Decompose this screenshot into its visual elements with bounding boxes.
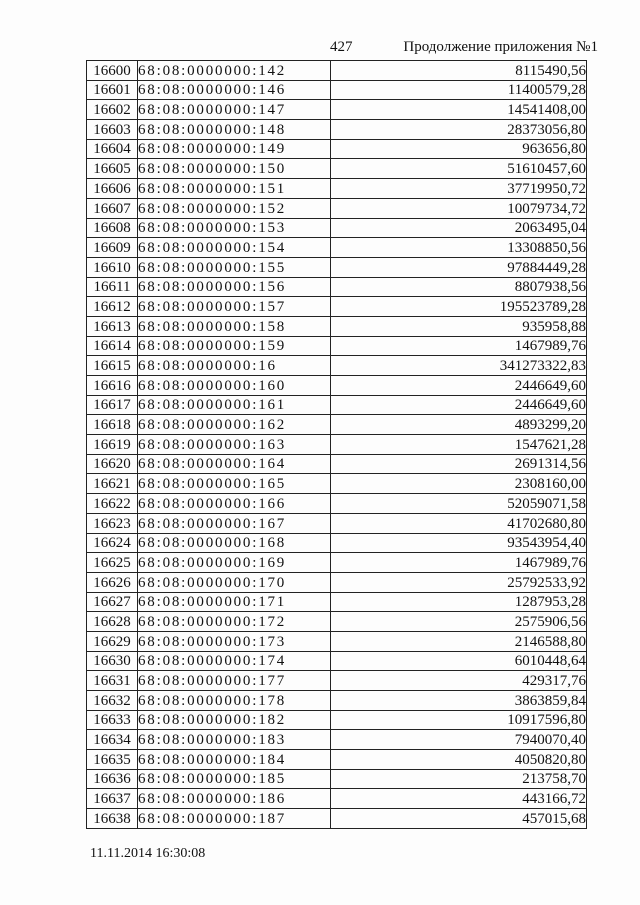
cadastral-number-cell: 68:08:0000000:147 <box>138 100 331 120</box>
row-number-cell: 16605 <box>87 159 138 179</box>
cadastral-value-cell: 7940070,40 <box>331 730 587 750</box>
cadastral-value-cell: 97884449,28 <box>331 257 587 277</box>
cadastral-value-cell: 1287953,28 <box>331 592 587 612</box>
cadastral-number-cell: 68:08:0000000:178 <box>138 691 331 711</box>
cadastral-value-cell: 2691314,56 <box>331 454 587 474</box>
table-row <box>87 750 587 770</box>
cadastral-number-cell: 68:08:0000000:185 <box>138 769 331 789</box>
table-row <box>87 435 587 455</box>
row-number-cell: 16628 <box>87 612 138 632</box>
cadastral-value-cell: 935958,88 <box>331 316 587 336</box>
table-row <box>87 238 587 258</box>
cadastral-number-cell: 68:08:0000000:153 <box>138 218 331 238</box>
row-number-cell: 16636 <box>87 769 138 789</box>
print-timestamp: 11.11.2014 16:30:08 <box>90 846 206 861</box>
cadastral-number-cell: 68:08:0000000:149 <box>138 139 331 159</box>
row-number-cell: 16633 <box>87 710 138 730</box>
cadastral-number-cell: 68:08:0000000:154 <box>138 238 331 258</box>
row-number-cell: 16613 <box>87 316 138 336</box>
cadastral-value-cell: 25792533,92 <box>331 572 587 592</box>
cadastral-number-cell: 68:08:0000000:164 <box>138 454 331 474</box>
row-number-cell: 16607 <box>87 198 138 218</box>
cadastral-value-cell: 2308160,00 <box>331 474 587 494</box>
row-number-cell: 16620 <box>87 454 138 474</box>
cadastral-value-cell: 1467989,76 <box>331 336 587 356</box>
cadastral-value-cell: 1467989,76 <box>331 553 587 573</box>
cadastral-value-cell: 341273322,83 <box>331 356 587 376</box>
table-row <box>87 277 587 297</box>
cadastral-number-cell: 68:08:0000000:161 <box>138 395 331 415</box>
cadastral-number-cell: 68:08:0000000:155 <box>138 257 331 277</box>
cadastral-value-cell: 10917596,80 <box>331 710 587 730</box>
row-number-cell: 16609 <box>87 238 138 258</box>
table-row <box>87 533 587 553</box>
cadastral-value-cell: 10079734,72 <box>331 198 587 218</box>
cadastral-value-cell: 2446649,60 <box>331 376 587 396</box>
cadastral-number-cell: 68:08:0000000:169 <box>138 553 331 573</box>
cadastral-number-cell: 68:08:0000000:157 <box>138 297 331 317</box>
row-number-cell: 16627 <box>87 592 138 612</box>
table-row <box>87 218 587 238</box>
cadastral-number-cell: 68:08:0000000:159 <box>138 336 331 356</box>
table-row <box>87 395 587 415</box>
row-number-cell: 16602 <box>87 100 138 120</box>
table-row <box>87 356 587 376</box>
cadastral-value-cell: 52059071,58 <box>331 494 587 514</box>
table-row <box>87 474 587 494</box>
cadastral-number-cell: 68:08:0000000:167 <box>138 513 331 533</box>
cadastral-number-cell: 68:08:0000000:165 <box>138 474 331 494</box>
cadastral-number-cell: 68:08:0000000:182 <box>138 710 331 730</box>
row-number-cell: 16638 <box>87 809 138 829</box>
row-number-cell: 16623 <box>87 513 138 533</box>
table-row <box>87 179 587 199</box>
row-number-cell: 16622 <box>87 494 138 514</box>
cadastral-number-cell: 68:08:0000000:142 <box>138 61 331 81</box>
row-number-cell: 16600 <box>87 61 138 81</box>
cadastral-number-cell: 68:08:0000000:160 <box>138 376 331 396</box>
cadastral-number-cell: 68:08:0000000:158 <box>138 316 331 336</box>
cadastral-value-cell: 93543954,40 <box>331 533 587 553</box>
row-number-cell: 16619 <box>87 435 138 455</box>
table-row <box>87 553 587 573</box>
table-row <box>87 454 587 474</box>
cadastral-number-cell: 68:08:0000000:184 <box>138 750 331 770</box>
row-number-cell: 16601 <box>87 80 138 100</box>
cadastral-number-cell: 68:08:0000000:150 <box>138 159 331 179</box>
table-row <box>87 671 587 691</box>
cadastral-number-cell: 68:08:0000000:183 <box>138 730 331 750</box>
cadastral-number-cell: 68:08:0000000:16 <box>138 356 331 376</box>
table-row <box>87 139 587 159</box>
page-number: 427 <box>330 39 353 55</box>
table-row <box>87 592 587 612</box>
row-number-cell: 16630 <box>87 651 138 671</box>
cadastral-value-cell: 195523789,28 <box>331 297 587 317</box>
table-row <box>87 730 587 750</box>
row-number-cell: 16624 <box>87 533 138 553</box>
row-number-cell: 16625 <box>87 553 138 573</box>
row-number-cell: 16616 <box>87 376 138 396</box>
table-row <box>87 316 587 336</box>
row-number-cell: 16608 <box>87 218 138 238</box>
cadastral-value-cell: 4050820,80 <box>331 750 587 770</box>
row-number-cell: 16621 <box>87 474 138 494</box>
cadastral-value-cell: 443166,72 <box>331 789 587 809</box>
table-row <box>87 198 587 218</box>
cadastral-value-cell: 213758,70 <box>331 769 587 789</box>
row-number-cell: 16617 <box>87 395 138 415</box>
cadastral-value-cell: 2575906,56 <box>331 612 587 632</box>
cadastral-value-cell: 37719950,72 <box>331 179 587 199</box>
table-row <box>87 257 587 277</box>
cadastral-number-cell: 68:08:0000000:187 <box>138 809 331 829</box>
cadastral-number-cell: 68:08:0000000:146 <box>138 80 331 100</box>
row-number-cell: 16631 <box>87 671 138 691</box>
cadastral-value-cell: 963656,80 <box>331 139 587 159</box>
table-row <box>87 159 587 179</box>
cadastral-value-cell: 11400579,28 <box>331 80 587 100</box>
cadastral-value-cell: 1547621,28 <box>331 435 587 455</box>
row-number-cell: 16611 <box>87 277 138 297</box>
table-row <box>87 415 587 435</box>
table-row <box>87 494 587 514</box>
row-number-cell: 16612 <box>87 297 138 317</box>
table-body <box>87 61 587 829</box>
cadastral-value-cell: 28373056,80 <box>331 120 587 140</box>
row-number-cell: 16603 <box>87 120 138 140</box>
row-number-cell: 16618 <box>87 415 138 435</box>
row-number-cell: 16629 <box>87 631 138 651</box>
row-number-cell: 16634 <box>87 730 138 750</box>
cadastral-value-cell: 4893299,20 <box>331 415 587 435</box>
cadastral-value-cell: 6010448,64 <box>331 651 587 671</box>
table-row <box>87 513 587 533</box>
cadastral-value-cell: 41702680,80 <box>331 513 587 533</box>
cadastral-number-cell: 68:08:0000000:156 <box>138 277 331 297</box>
cadastral-number-cell: 68:08:0000000:172 <box>138 612 331 632</box>
table-row <box>87 789 587 809</box>
cadastral-value-cell: 2446649,60 <box>331 395 587 415</box>
table-row <box>87 61 587 81</box>
row-number-cell: 16610 <box>87 257 138 277</box>
row-number-cell: 16604 <box>87 139 138 159</box>
table-row <box>87 100 587 120</box>
cadastral-number-cell: 68:08:0000000:177 <box>138 671 331 691</box>
table-row <box>87 120 587 140</box>
table-row <box>87 80 587 100</box>
table-row <box>87 651 587 671</box>
cadastral-value-cell: 2146588,80 <box>331 631 587 651</box>
cadastral-number-cell: 68:08:0000000:186 <box>138 789 331 809</box>
row-number-cell: 16606 <box>87 179 138 199</box>
row-number-cell: 16626 <box>87 572 138 592</box>
cadastral-value-cell: 8115490,56 <box>331 61 587 81</box>
cadastral-value-cell: 457015,68 <box>331 809 587 829</box>
table-row <box>87 691 587 711</box>
cadastral-number-cell: 68:08:0000000:173 <box>138 631 331 651</box>
cadastral-value-cell: 14541408,00 <box>331 100 587 120</box>
cadastral-number-cell: 68:08:0000000:163 <box>138 435 331 455</box>
appendix-continuation-title: Продолжение приложения №1 <box>403 39 598 55</box>
table-row <box>87 809 587 829</box>
table-row <box>87 710 587 730</box>
table-row <box>87 336 587 356</box>
cadastral-number-cell: 68:08:0000000:174 <box>138 651 331 671</box>
cadastral-value-cell: 13308850,56 <box>331 238 587 258</box>
cadastral-value-table <box>86 60 587 829</box>
table-row <box>87 769 587 789</box>
cadastral-number-cell: 68:08:0000000:151 <box>138 179 331 199</box>
cadastral-value-cell: 3863859,84 <box>331 691 587 711</box>
row-number-cell: 16637 <box>87 789 138 809</box>
cadastral-value-cell: 2063495,04 <box>331 218 587 238</box>
table-row <box>87 631 587 651</box>
row-number-cell: 16632 <box>87 691 138 711</box>
cadastral-number-cell: 68:08:0000000:152 <box>138 198 331 218</box>
table-row <box>87 612 587 632</box>
table-row <box>87 297 587 317</box>
table-row <box>87 376 587 396</box>
cadastral-number-cell: 68:08:0000000:166 <box>138 494 331 514</box>
cadastral-number-cell: 68:08:0000000:170 <box>138 572 331 592</box>
row-number-cell: 16635 <box>87 750 138 770</box>
cadastral-number-cell: 68:08:0000000:148 <box>138 120 331 140</box>
cadastral-number-cell: 68:08:0000000:162 <box>138 415 331 435</box>
cadastral-value-cell: 51610457,60 <box>331 159 587 179</box>
cadastral-value-cell: 8807938,56 <box>331 277 587 297</box>
cadastral-number-cell: 68:08:0000000:171 <box>138 592 331 612</box>
row-number-cell: 16615 <box>87 356 138 376</box>
row-number-cell: 16614 <box>87 336 138 356</box>
cadastral-number-cell: 68:08:0000000:168 <box>138 533 331 553</box>
cadastral-value-cell: 429317,76 <box>331 671 587 691</box>
table-row <box>87 572 587 592</box>
